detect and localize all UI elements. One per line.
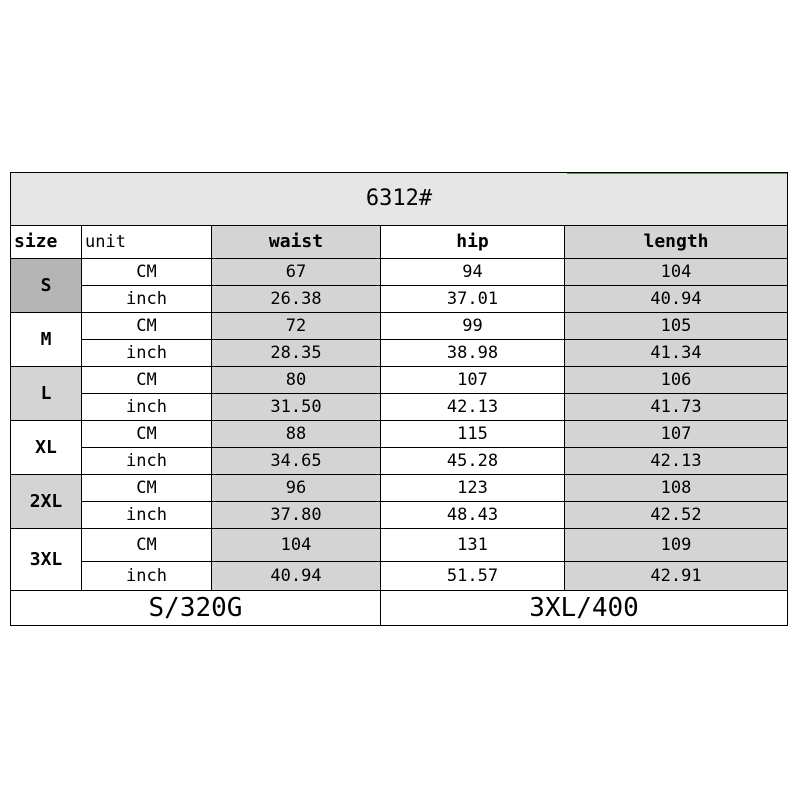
hip-inch-value: 42.13	[381, 394, 565, 421]
hip-inch-value: 37.01	[381, 286, 565, 313]
unit-label-inch: inch	[82, 562, 212, 591]
length-inch-value: 42.13	[565, 448, 788, 475]
table-row	[11, 421, 788, 448]
length-cm-value: 109	[565, 529, 788, 562]
unit-label-inch: inch	[82, 286, 212, 313]
unit-label-inch: inch	[82, 502, 212, 529]
header-size: size	[11, 226, 82, 259]
header-hip: hip	[381, 226, 565, 259]
waist-cm-value: 80	[212, 367, 381, 394]
hip-inch-value: 45.28	[381, 448, 565, 475]
waist-cm-value: 96	[212, 475, 381, 502]
size-label: M	[11, 313, 82, 367]
table-row	[11, 340, 788, 367]
unit-label-cm: CM	[82, 367, 212, 394]
table-row	[11, 394, 788, 421]
length-inch-value: 40.94	[565, 286, 788, 313]
unit-label-inch: inch	[82, 340, 212, 367]
size-label: 3XL	[11, 529, 82, 591]
size-label: XL	[11, 421, 82, 475]
hip-cm-value: 123	[381, 475, 565, 502]
hip-inch-value: 38.98	[381, 340, 565, 367]
table-row	[11, 286, 788, 313]
title-text: 6312#	[365, 186, 433, 211]
header-unit: unit	[82, 226, 212, 259]
hip-cm-value: 99	[381, 313, 565, 340]
waist-inch-value: 31.50	[212, 394, 381, 421]
waist-cm-value: 72	[212, 313, 381, 340]
waist-inch-value: 34.65	[212, 448, 381, 475]
length-cm-value: 104	[565, 259, 788, 286]
title-accent-line	[567, 173, 787, 174]
hip-inch-value: 48.43	[381, 502, 565, 529]
table-row	[11, 502, 788, 529]
waist-cm-value: 88	[212, 421, 381, 448]
unit-label-cm: CM	[82, 259, 212, 286]
table-row	[11, 367, 788, 394]
table-row	[11, 313, 788, 340]
table-row	[11, 448, 788, 475]
length-cm-value: 108	[565, 475, 788, 502]
hip-cm-value: 107	[381, 367, 565, 394]
size-label: 2XL	[11, 475, 82, 529]
waist-cm-value: 104	[212, 529, 381, 562]
hip-inch-value: 51.57	[381, 562, 565, 591]
waist-inch-value: 40.94	[212, 562, 381, 591]
unit-label-cm: CM	[82, 313, 212, 340]
length-cm-value: 105	[565, 313, 788, 340]
length-cm-value: 107	[565, 421, 788, 448]
size-label: L	[11, 367, 82, 421]
waist-inch-value: 37.80	[212, 502, 381, 529]
table-row	[11, 529, 788, 562]
length-inch-value: 41.34	[565, 340, 788, 367]
length-inch-value: 42.91	[565, 562, 788, 591]
footer-weight-large: 3XL/400	[381, 591, 788, 626]
footer-weight-small: S/320G	[11, 591, 381, 626]
length-inch-value: 41.73	[565, 394, 788, 421]
hip-cm-value: 131	[381, 529, 565, 562]
size-label: S	[11, 259, 82, 313]
hip-cm-value: 94	[381, 259, 565, 286]
length-inch-value: 42.52	[565, 502, 788, 529]
unit-label-cm: CM	[82, 475, 212, 502]
waist-inch-value: 28.35	[212, 340, 381, 367]
hip-cm-value: 115	[381, 421, 565, 448]
unit-label-inch: inch	[82, 448, 212, 475]
length-cm-value: 106	[565, 367, 788, 394]
size-chart-table	[10, 172, 788, 626]
unit-label-cm: CM	[82, 421, 212, 448]
unit-label-inch: inch	[82, 394, 212, 421]
table-row	[11, 562, 788, 591]
header-waist: waist	[212, 226, 381, 259]
unit-label-cm: CM	[82, 529, 212, 562]
footer-row	[11, 591, 788, 626]
header-length: length	[565, 226, 788, 259]
table-row	[11, 475, 788, 502]
waist-cm-value: 67	[212, 259, 381, 286]
waist-inch-value: 26.38	[212, 286, 381, 313]
table-row	[11, 259, 788, 286]
table-title	[11, 173, 788, 226]
